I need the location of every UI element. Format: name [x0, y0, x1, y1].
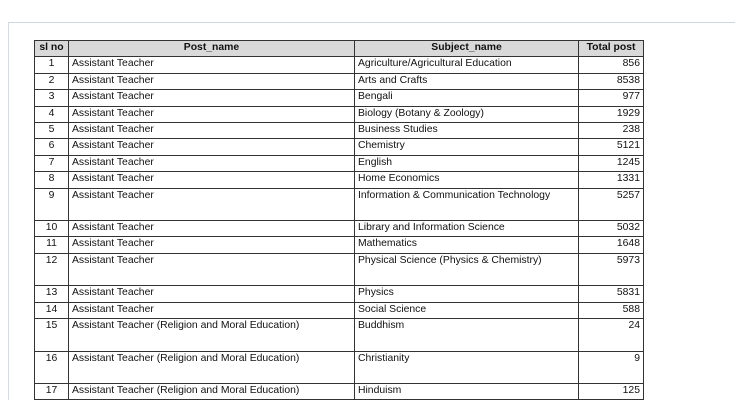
cell-post: Assistant Teacher [69, 253, 355, 286]
cell-post: Assistant Teacher [69, 302, 355, 318]
table-row [35, 286, 644, 302]
cell-post: Assistant Teacher [69, 172, 355, 188]
table-row [35, 221, 644, 237]
table-row [35, 139, 644, 155]
cell-sl: 15 [35, 319, 69, 352]
cell-total: 977 [579, 90, 644, 106]
table-row [35, 172, 644, 188]
cell-total: 5121 [579, 139, 644, 155]
table-row [35, 319, 644, 352]
cell-post: Assistant Teacher (Religion and Moral Education) [69, 351, 355, 384]
cell-sl: 3 [35, 90, 69, 106]
cell-subject: Hinduism [355, 384, 579, 400]
page-edge-top [8, 22, 735, 23]
table-row [35, 122, 644, 138]
table-row [35, 106, 644, 122]
cell-subject: Arts and Crafts [355, 73, 579, 89]
cell-total: 5831 [579, 286, 644, 302]
table-row [35, 302, 644, 318]
cell-subject: Agriculture/Agricultural Education [355, 57, 579, 73]
header-sl-no: sl no [35, 41, 69, 57]
table-row [35, 384, 644, 400]
cell-subject: Christianity [355, 351, 579, 384]
cell-post: Assistant Teacher [69, 57, 355, 73]
table-row [35, 188, 644, 221]
table-row [35, 351, 644, 384]
table-row [35, 237, 644, 253]
cell-total: 5257 [579, 188, 644, 221]
cell-post: Assistant Teacher (Religion and Moral Education) [69, 384, 355, 400]
table-row [35, 155, 644, 171]
cell-total: 856 [579, 57, 644, 73]
cell-subject: Chemistry [355, 139, 579, 155]
cell-subject: Business Studies [355, 122, 579, 138]
cell-total: 5973 [579, 253, 644, 286]
cell-sl: 2 [35, 73, 69, 89]
posts-table [34, 40, 644, 400]
cell-total: 1929 [579, 106, 644, 122]
table-row [35, 253, 644, 286]
cell-total: 125 [579, 384, 644, 400]
header-row [35, 41, 644, 57]
header-subject-name: Subject_name [355, 41, 579, 57]
cell-total: 8538 [579, 73, 644, 89]
cell-sl: 11 [35, 237, 69, 253]
cell-post: Assistant Teacher [69, 90, 355, 106]
cell-sl: 10 [35, 221, 69, 237]
table-row [35, 57, 644, 73]
cell-sl: 14 [35, 302, 69, 318]
table-row [35, 90, 644, 106]
cell-sl: 8 [35, 172, 69, 188]
cell-subject: Physics [355, 286, 579, 302]
cell-total: 1648 [579, 237, 644, 253]
cell-total: 9 [579, 351, 644, 384]
cell-sl: 7 [35, 155, 69, 171]
header-post-name: Post_name [69, 41, 355, 57]
cell-post: Assistant Teacher (Religion and Moral Education) [69, 319, 355, 352]
cell-total: 24 [579, 319, 644, 352]
table-row [35, 73, 644, 89]
cell-total: 5032 [579, 221, 644, 237]
cell-subject: Library and Information Science [355, 221, 579, 237]
cell-post: Assistant Teacher [69, 73, 355, 89]
page-edge-left [8, 22, 9, 400]
cell-total: 1331 [579, 172, 644, 188]
cell-sl: 13 [35, 286, 69, 302]
cell-post: Assistant Teacher [69, 139, 355, 155]
header-total-post: Total post [579, 41, 644, 57]
cell-sl: 16 [35, 351, 69, 384]
cell-subject: Mathematics [355, 237, 579, 253]
cell-sl: 1 [35, 57, 69, 73]
cell-subject: Buddhism [355, 319, 579, 352]
cell-post: Assistant Teacher [69, 106, 355, 122]
cell-post: Assistant Teacher [69, 237, 355, 253]
cell-post: Assistant Teacher [69, 188, 355, 221]
cell-post: Assistant Teacher [69, 221, 355, 237]
cell-post: Assistant Teacher [69, 122, 355, 138]
cell-subject: Biology (Botany & Zoology) [355, 106, 579, 122]
cell-subject: Bengali [355, 90, 579, 106]
cell-sl: 17 [35, 384, 69, 400]
cell-post: Assistant Teacher [69, 286, 355, 302]
cell-sl: 5 [35, 122, 69, 138]
cell-total: 238 [579, 122, 644, 138]
cell-sl: 4 [35, 106, 69, 122]
cell-post: Assistant Teacher [69, 155, 355, 171]
cell-subject: Home Economics [355, 172, 579, 188]
cell-sl: 9 [35, 188, 69, 221]
cell-total: 1245 [579, 155, 644, 171]
cell-subject: Physical Science (Physics & Chemistry) [355, 253, 579, 286]
cell-subject: Social Science [355, 302, 579, 318]
cell-subject: Information & Communication Technology [355, 188, 579, 221]
cell-subject: English [355, 155, 579, 171]
cell-total: 588 [579, 302, 644, 318]
cell-sl: 12 [35, 253, 69, 286]
cell-sl: 6 [35, 139, 69, 155]
